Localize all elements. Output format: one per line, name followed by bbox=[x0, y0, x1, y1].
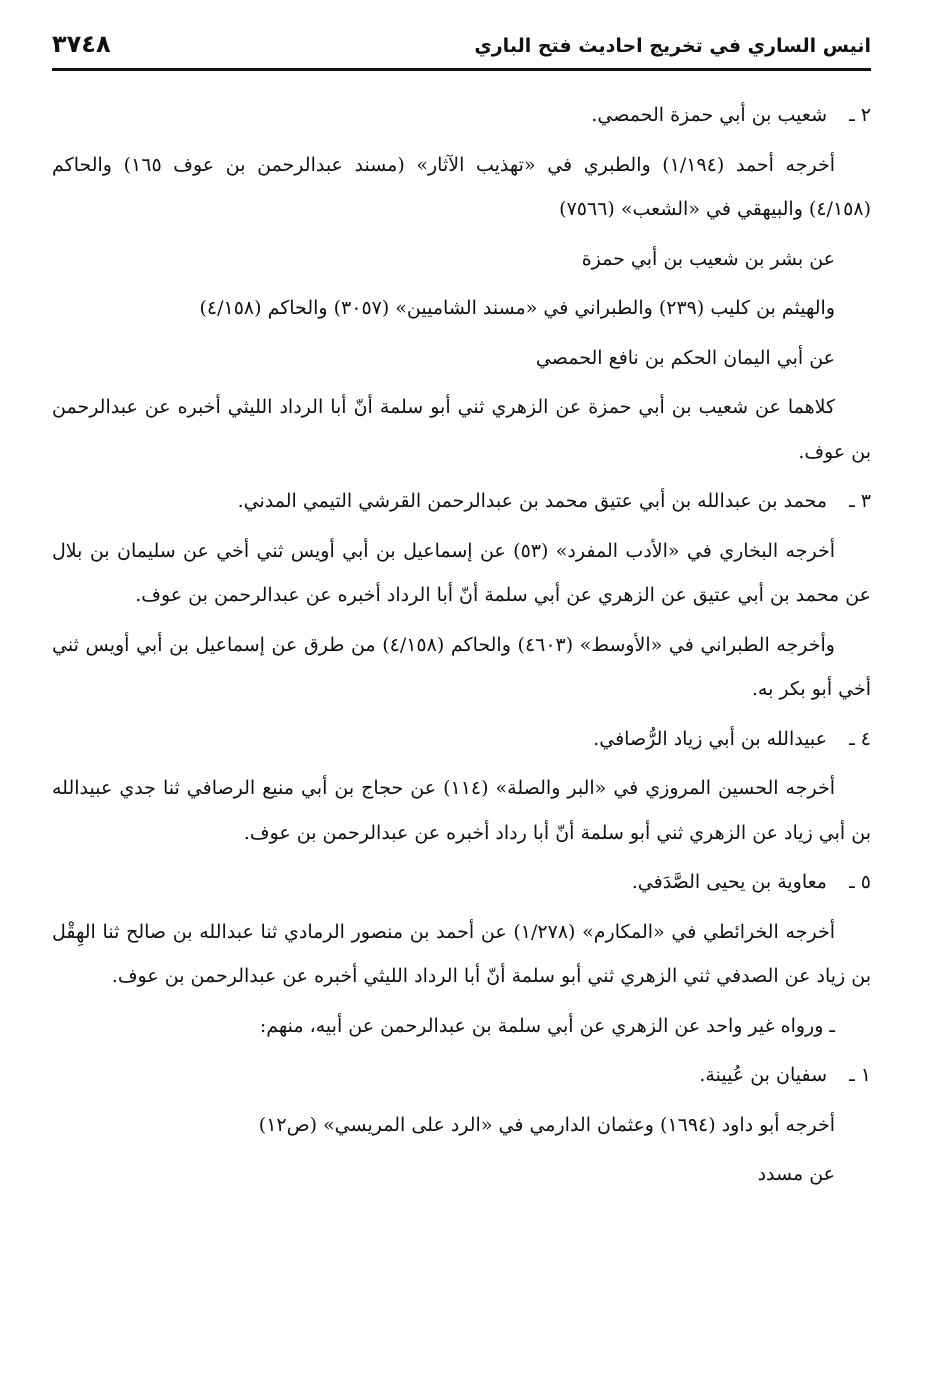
book-page bbox=[52, 30, 871, 1382]
narrator-heading bbox=[52, 1053, 871, 1098]
paragraph: أخرجه البخاري في «الأدب المفرد» (٥٣) عن إسماعيل بن أبي أويس ثني أخي عن سليمان بن بلال عن محمد بن أبي عتيق عن الزهري عن أبي سلمة أنّ أبا الرداد أخبره عن عبدالرحمن بن عوف. bbox=[52, 539, 871, 606]
page-body bbox=[52, 93, 871, 1197]
page-number: ٣٧٤٨ bbox=[52, 30, 111, 58]
item-number: ٤ ـ bbox=[849, 727, 871, 750]
item-number: ٣ ـ bbox=[849, 490, 871, 512]
paragraph: وأخرجه الطبراني في «الأوسط» (٤٦٠٣) والحاكم (٤/١٥٨) من طرق عن إسماعيل بن أبي أويس ثني أخي أبو بكر به. bbox=[52, 633, 871, 700]
book-title: انيس الساري في تخريج احاديث فتح الباري bbox=[474, 35, 871, 57]
paragraph: عن أبي اليمان الحكم بن نافع الحمصي bbox=[535, 346, 835, 369]
narrator-name: عبيدالله بن أبي زياد الرُّصافي. bbox=[593, 727, 827, 750]
item-number: ٥ ـ bbox=[849, 871, 871, 893]
narrator-name: معاوية بن يحيى الصَّدَفي. bbox=[631, 871, 827, 893]
narrator-name: شعيب بن أبي حمزة الحمصي. bbox=[591, 104, 827, 126]
item-number: ٢ ـ bbox=[849, 104, 871, 126]
narrator-name: سفيان بن عُيينة. bbox=[699, 1064, 827, 1086]
paragraph: كلاهما عن شعيب بن أبي حمزة عن الزهري ثني أبو سلمة أنّ أبا الرداد الليثي أخبره عن عبدالرحمن بن عوف. bbox=[52, 396, 871, 463]
paragraph: أخرجه الخرائطي في «المكارم» (١/٢٧٨) عن أحمد بن منصور الرمادي ثنا عبدالله بن صالح ثنا الهِقْل بن زياد عن الصدفي ثني الزهري ثني أبو سلمة أنّ أبا الرداد الليثي أخبره عن عبدالرحمن بن عوف. bbox=[52, 920, 871, 987]
paragraph: أخرجه الحسين المروزي في «البر والصلة» (١١٤) عن حجاج بن أبي منيع الرصافي ثنا جدي عبيدالله بن أبي زياد عن الزهري ثني أبو سلمة أنّ أبا رداد أخبره عن عبدالرحمن بن عوف. bbox=[52, 777, 871, 844]
paragraph: أخرجه أبو داود (١٦٩٤) وعثمان الدارمي في «الرد على المريسي» (ص١٢) bbox=[258, 1113, 835, 1136]
narrator-heading bbox=[52, 93, 871, 138]
paragraph: عن بشر بن شعيب بن أبي حمزة bbox=[581, 247, 835, 270]
running-header bbox=[52, 30, 871, 66]
item-number: ١ ـ bbox=[849, 1064, 871, 1086]
narrator-heading bbox=[52, 479, 871, 524]
header-rule bbox=[52, 68, 871, 71]
narrator-heading bbox=[52, 717, 871, 762]
paragraph: أخرجه أحمد (١/١٩٤) والطبري في «تهذيب الآثار» (مسند عبدالرحمن بن عوف ١٦٥) والحاكم (٤/١٥٨) والبيهقي في «الشعب» (٧٥٦٦) bbox=[52, 153, 871, 220]
paragraph: ـ ورواه غير واحد عن الزهري عن أبي سلمة بن عبدالرحمن عن أبيه، منهم: bbox=[259, 1014, 835, 1037]
narrator-heading bbox=[52, 860, 871, 905]
narrator-name: محمد بن عبدالله بن أبي عتيق محمد بن عبدالرحمن القرشي التيمي المدني. bbox=[237, 490, 827, 512]
paragraph: والهيثم بن كليب (٢٣٩) والطبراني في «مسند الشاميين» (٣٠٥٧) والحاكم (٤/١٥٨) bbox=[199, 297, 835, 319]
paragraph: عن مسدد bbox=[757, 1163, 835, 1185]
